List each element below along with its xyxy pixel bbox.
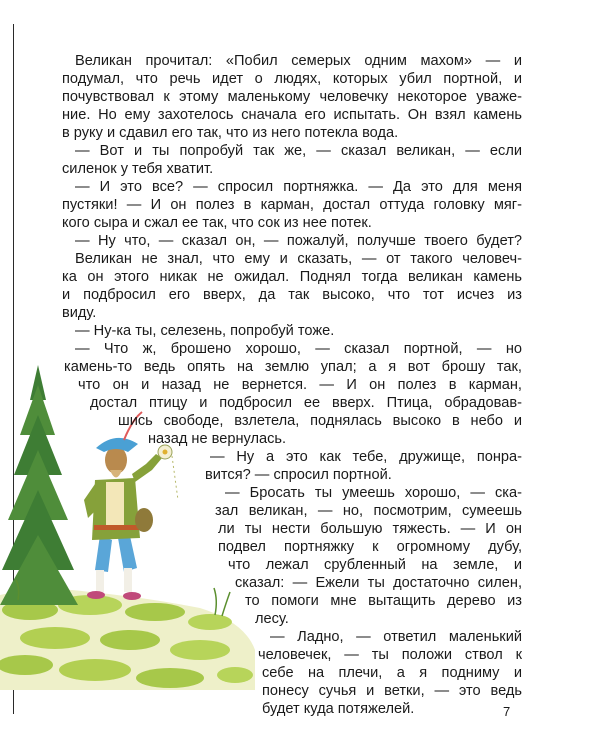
- fir-tree: [0, 365, 78, 605]
- text-line: камень-то ведь опять на землю упал; а я вот брошу так,: [64, 359, 522, 375]
- text-line: что он и назад не вернется. — И он полез в карман,: [78, 377, 522, 393]
- page-number: 7: [503, 704, 511, 719]
- text-line: ние. Но ему захотелось сначала его испытать. Он взял камень: [62, 107, 522, 123]
- text-line: — Ну а это как тебе, дружище, понра-: [210, 449, 522, 465]
- text-line: будет куда потяжелей.: [262, 701, 415, 717]
- text-line: что лежал срубленный на земле, и: [228, 557, 522, 573]
- text-line: силенок у тебя хватит.: [62, 161, 214, 177]
- text-line: назад не вернулась.: [148, 431, 287, 447]
- text-line: — Ну что, — сказал он, — пожалуй, получше твоего будет?: [75, 233, 522, 249]
- text-line: достал птицу и подбросил ее вверх. Птица, обрадовав-: [90, 395, 522, 411]
- text-line: подумал, что речь идет о людях, которых убил портной, и: [62, 71, 522, 87]
- text-line: в руку и сдавил его так, что из него потекла вода.: [62, 125, 399, 141]
- text-line: Великан прочитал: «Побил семерых одним махом» — и: [75, 53, 522, 69]
- text-line: понесу сучья и ветки, — это ведь: [262, 683, 522, 699]
- text-line: пустяки! — И он полез в карман, достал оттуда головку мяг-: [62, 197, 522, 213]
- text-line: — Ладно, — ответил маленький: [270, 629, 522, 645]
- text-line: лесу.: [255, 611, 289, 627]
- text-line: сказал: — Ежели ты достаточно силен,: [235, 575, 522, 591]
- text-line: почувствовал к этому маленькому человечку некоторое уваже-: [62, 89, 522, 105]
- text-line: человечек, — ты положи ствол к: [258, 647, 522, 663]
- text-line: — Вот и ты попробуй так же, — сказал великан, — если: [75, 143, 522, 159]
- text-line: зал великан, — но, посмотрим, сумеешь: [215, 503, 522, 519]
- text-line: — Что ж, брошено хорошо, — сказал портной, — но: [75, 341, 522, 357]
- text-line: то помоги мне вытащить дерево из: [245, 593, 522, 609]
- text-line: — Ну-ка ты, селезень, попробуй тоже.: [75, 323, 335, 339]
- text-line: шись свободе, взлетела, поднялась высоко в небо и: [118, 413, 522, 429]
- text-line: кого сыра и сжал ее так, что сок из нее потек.: [62, 215, 372, 231]
- text-line: подвел портняжку к огромному дубу,: [218, 539, 522, 555]
- text-line: — И это все? — спросил портняжка. — Да это для меня: [75, 179, 522, 195]
- text-line: себе на плечи, а я подниму и: [262, 665, 522, 681]
- text-line: ка он этого никак не ожидал. Поднял тогда великан камень: [62, 269, 522, 285]
- text-line: ли ты нести большую тяжесть. — И он: [218, 521, 522, 537]
- text-line: виду.: [62, 305, 97, 321]
- text-line: — Бросать ты умеешь хорошо, — ска-: [225, 485, 522, 501]
- text-line: Великан не знал, что ему и сказать, — от такого человеч-: [75, 251, 522, 267]
- text-line: вится? — спросил портной.: [205, 467, 392, 483]
- text-line: и подбросил его вверх, да так высоко, что тот исчез из: [62, 287, 522, 303]
